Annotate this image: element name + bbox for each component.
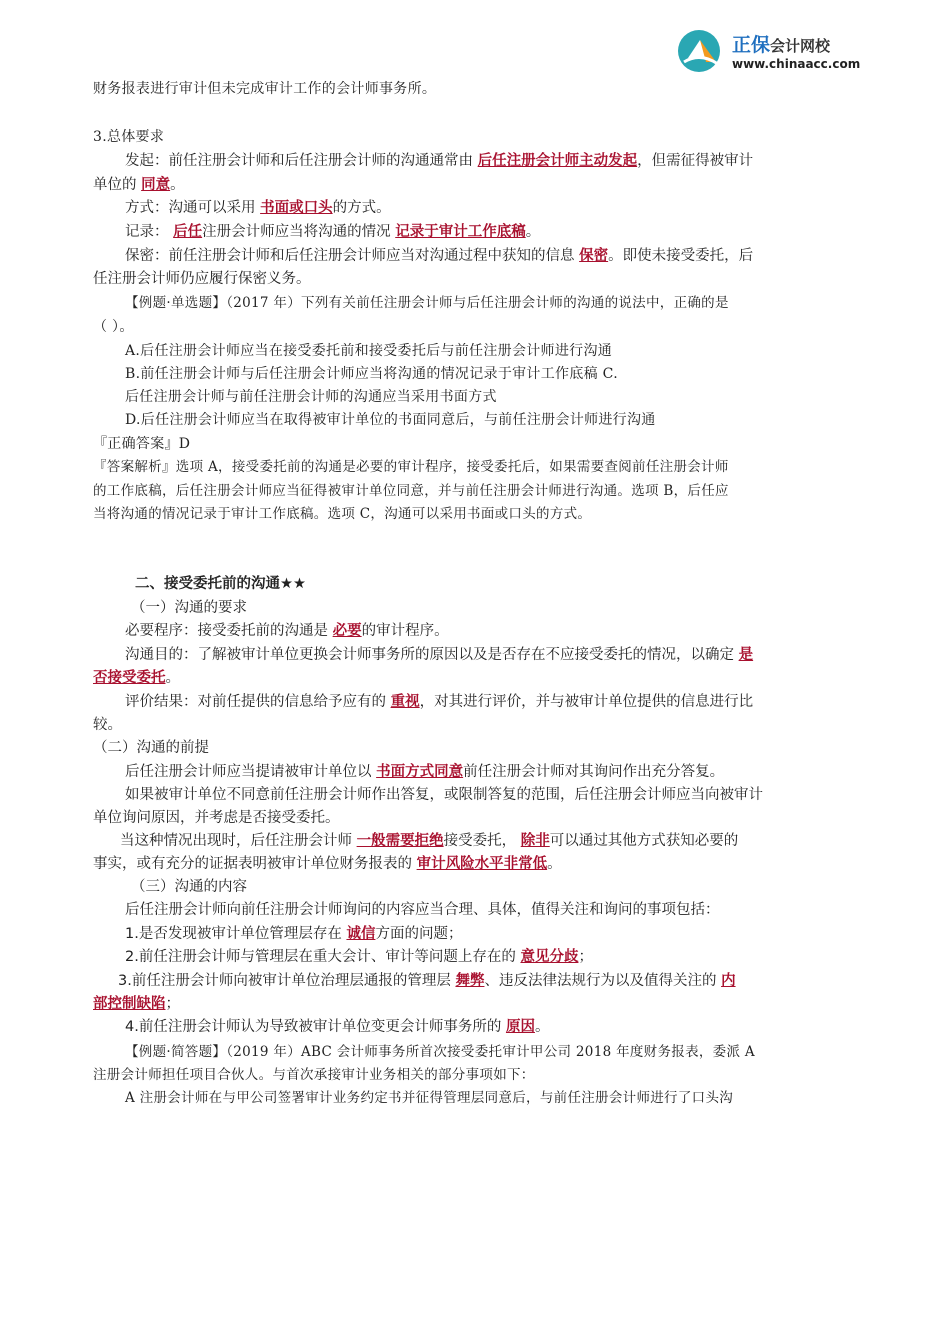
option-c: 后任注册会计师与前任注册会计师的沟通应当采用书面方式 bbox=[125, 389, 497, 405]
option-d: D.后任注册会计师应当在取得被审计单位的书面同意后，与前任注册会计师进行沟通 bbox=[125, 412, 656, 428]
brand-name: 正保会计网校 bbox=[732, 34, 831, 56]
key-term: 否接受委托 bbox=[93, 670, 166, 686]
correct-answer: 『正确答案』D bbox=[93, 436, 191, 452]
key-term: 是 bbox=[738, 647, 754, 663]
text-line: 沟通目的：了解被审计单位更换会计师事务所的原因以及是否存在不应接受委托的情况，以确定 是 bbox=[125, 647, 754, 663]
key-term: 原因 bbox=[505, 1019, 535, 1035]
brand-url: www.chinaacc.com bbox=[732, 57, 861, 71]
key-term: 部控制缺陷 bbox=[93, 996, 166, 1012]
example-question: 【例题·简答题】（2019 年）ABC 会计师事务所首次接受委托审计甲公司 2018 年度财务报表，委派 A bbox=[125, 1044, 755, 1060]
section-heading: 3.总体要求 bbox=[93, 129, 165, 145]
key-term: 后任注册会计师主动发起 bbox=[477, 153, 638, 169]
text-line: 单位询问原因，并考虑是否接受委托。 bbox=[93, 810, 340, 826]
answer-analysis: 当将沟通的情况记录于审计工作底稿。选项 C，沟通可以采用书面或口头的方式。 bbox=[93, 506, 592, 522]
text-line: 否接受委托。 bbox=[93, 670, 180, 686]
answer-analysis: 『答案解析』选项 A，接受委托前的沟通是必要的审计程序，接受委托后，如果需要查阅前任注册会计师 bbox=[93, 459, 729, 475]
subsection-title: （一）沟通的要求 bbox=[131, 600, 247, 616]
key-term: 记录于审计工作底稿 bbox=[395, 224, 526, 240]
text-line: 保密：前任注册会计师和后任注册会计师应当对沟通过程中获知的信息 保密。即使未接受委托，后 bbox=[125, 248, 754, 264]
list-item: 2.前任注册会计师与管理层在重大会计、审计等问题上存在的 意见分歧； bbox=[125, 949, 593, 965]
clipped-top-line bbox=[93, 52, 243, 60]
answer-analysis: 的工作底稿，后任注册会计师应当征得被审计单位同意，并与前任注册会计师进行沟通。选项 B，后任应 bbox=[93, 483, 729, 499]
key-term: 书面方式同意 bbox=[376, 764, 464, 780]
option-b: B.前任注册会计师与后任注册会计师应当将沟通的情况记录于审计工作底稿 C. bbox=[125, 366, 618, 382]
key-term: 同意 bbox=[141, 177, 171, 193]
key-term: 一般需要拒绝 bbox=[356, 833, 444, 849]
option-a: A.后任注册会计师应当在接受委托前和接受委托后与前任注册会计师进行沟通 bbox=[125, 343, 613, 359]
key-term: 必要 bbox=[332, 623, 362, 639]
subsection-title: （二）沟通的前提 bbox=[93, 740, 209, 756]
text-line: 较。 bbox=[93, 717, 122, 733]
text-line: 事实，或有充分的证据表明被审计单位财务报表的 审计风险水平非常低。 bbox=[93, 856, 562, 872]
list-item: 1.是否发现被审计单位管理层存在 诚信方面的问题； bbox=[125, 926, 463, 942]
key-term: 审计风险水平非常低 bbox=[416, 856, 548, 872]
list-item: 3.前任注册会计师向被审计单位治理层通报的管理层 舞弊、违反法律法规行为以及值得关注的 内 bbox=[118, 973, 736, 989]
text-line: 任注册会计师仍应履行保密义务。 bbox=[93, 271, 311, 287]
text-line: 发起：前任注册会计师和后任注册会计师的沟通通常由 后任注册会计师主动发起，但需征得被审计 bbox=[125, 153, 754, 169]
logo-mark-icon bbox=[676, 28, 724, 74]
text-line: 财务报表进行审计但未完成审计工作的会计师事务所。 bbox=[93, 81, 437, 97]
key-term: 重视 bbox=[390, 694, 420, 710]
text-line: 部控制缺陷； bbox=[93, 996, 180, 1012]
key-term: 诚信 bbox=[346, 926, 376, 942]
subsection-title: （三）沟通的内容 bbox=[131, 879, 247, 895]
example-question: 【例题·单选题】（2017 年）下列有关前任注册会计师与后任注册会计师的沟通的说法中，正确的是 bbox=[125, 295, 729, 311]
text-line: 如果被审计单位不同意前任注册会计师作出答复，或限制答复的范围，后任注册会计师应当向被审计 bbox=[125, 787, 763, 803]
text-line: 评价结果：对前任提供的信息给予应有的 重视，对其进行评价，并与被审计单位提供的信息进行比 bbox=[125, 694, 754, 710]
key-term: 除非 bbox=[520, 833, 550, 849]
logo bbox=[676, 26, 876, 76]
text-line: 注册会计师担任项目合伙人。与首次承接审计业务相关的部分事项如下： bbox=[93, 1067, 535, 1083]
text-line: 当这种情况出现时，后任注册会计师 一般需要拒绝接受委托， 除非可以通过其他方式获知必要的 bbox=[120, 833, 739, 849]
list-item: 4.前任注册会计师认为导致被审计单位变更会计师事务所的 原因。 bbox=[125, 1019, 550, 1035]
text-line: 方式：沟通可以采用 书面或口头的方式。 bbox=[125, 200, 391, 216]
text-line: A 注册会计师在与甲公司签署审计业务约定书并征得管理层同意后，与前任注册会计师进行了口头沟 bbox=[125, 1090, 734, 1106]
key-term: 保密 bbox=[579, 248, 609, 264]
key-term: 内 bbox=[721, 973, 736, 989]
key-term: 意见分歧 bbox=[520, 949, 579, 965]
text-line: 后任注册会计师应当提请被审计单位以 书面方式同意前任注册会计师对其询问作出充分答复。 bbox=[125, 764, 725, 780]
key-term: 舞弊 bbox=[455, 973, 485, 989]
section-title: 二、接受委托前的沟通★★ bbox=[135, 576, 306, 592]
text-line: 记录： 后任注册会计师应当将沟通的情况 记录于审计工作底稿。 bbox=[125, 224, 541, 240]
key-term: 后任 bbox=[173, 224, 203, 240]
text-line: 必要程序：接受委托前的沟通是 必要的审计程序。 bbox=[125, 623, 449, 639]
key-term: 书面或口头 bbox=[260, 200, 333, 216]
text-line: （ ）。 bbox=[93, 319, 134, 335]
text-line: 单位的 同意。 bbox=[93, 177, 185, 193]
text-line: 后任注册会计师向前任注册会计师询问的内容应当合理、具体，值得关注和询问的事项包括： bbox=[125, 902, 720, 918]
